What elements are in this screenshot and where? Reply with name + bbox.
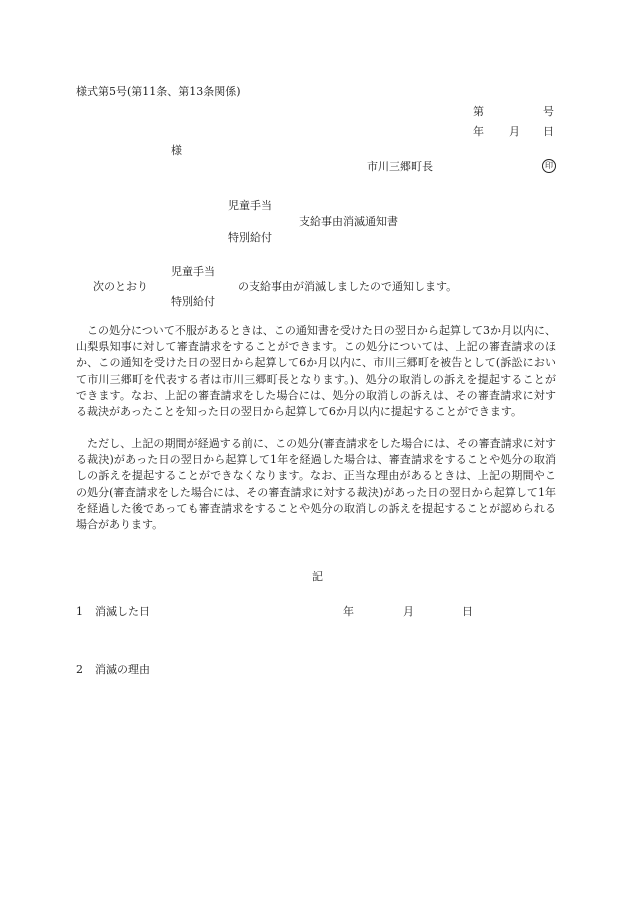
number-suffix: 号 <box>543 105 554 118</box>
ki-heading: 記 <box>312 570 323 583</box>
item-2-label: 消滅の理由 <box>95 663 150 676</box>
item-2-number: 2 <box>76 663 83 676</box>
issuer-name: 市川三郷町長 <box>367 160 433 173</box>
notice-suffix: の支給事由が消滅しましたので通知します。 <box>238 280 458 293</box>
item-1-year-label: 年 <box>343 605 354 618</box>
item-1-month-label: 月 <box>403 605 414 618</box>
title-option-special-benefit: 特別給付 <box>228 231 272 244</box>
seal-mark: 印 <box>542 159 556 173</box>
addressee-suffix: 様 <box>171 144 182 157</box>
item-1-label: 消滅した日 <box>95 605 150 618</box>
date-day-label: 日 <box>543 125 554 138</box>
notice-option-special-benefit: 特別給付 <box>171 295 215 308</box>
title-option-child-allowance: 児童手当 <box>228 199 272 212</box>
notice-option-child-allowance: 児童手当 <box>171 265 215 278</box>
form-label: 様式第5号(第11条、第13条関係) <box>76 85 241 98</box>
appeal-paragraph-1: この処分について不服があるときは、この通知書を受けた日の翌日から起算して3か月以内に、山梨県知事に対して審査請求をすることができます。この処分については、上記の審査請求のほか、この通知を受けた日の翌日から起算して6か月以内に、市川三郷町を被告として(訴訟において市川三郷町を代表する者は市川三郷町長となります。)、処分の取消しの訴えを提起することができます。なお、上記の審査請求をした場合には、処分の取消しの訴えは、その審査請求に対する裁決があったことを知った日の翌日から起算して6か月以内に提起することができます。 <box>76 324 556 419</box>
item-1-number: 1 <box>76 605 83 618</box>
number-prefix: 第 <box>473 105 484 118</box>
date-year-label: 年 <box>473 125 484 138</box>
date-month-label: 月 <box>509 125 520 138</box>
notice-prefix: 次のとおり <box>93 280 148 293</box>
document-title: 支給事由消滅通知書 <box>299 215 398 228</box>
appeal-paragraph-2: ただし、上記の期間が経過する前に、この処分(審査請求をした場合には、その審査請求に対する裁決)があった日の翌日から起算して1年を経過した場合は、審査請求をすることや処分の取消しの訴えを提起することができなくなります。なお、正当な理由があるときは、上記の期間やこの処分(審査請求をした場合には、その審査請求に対する裁決)があった日の翌日から起算して1年を経過した後であっても審査請求をすることや処分の取消しの訴えを提起することが認められる場合があります。 <box>76 437 556 532</box>
item-1-day-label: 日 <box>462 605 473 618</box>
